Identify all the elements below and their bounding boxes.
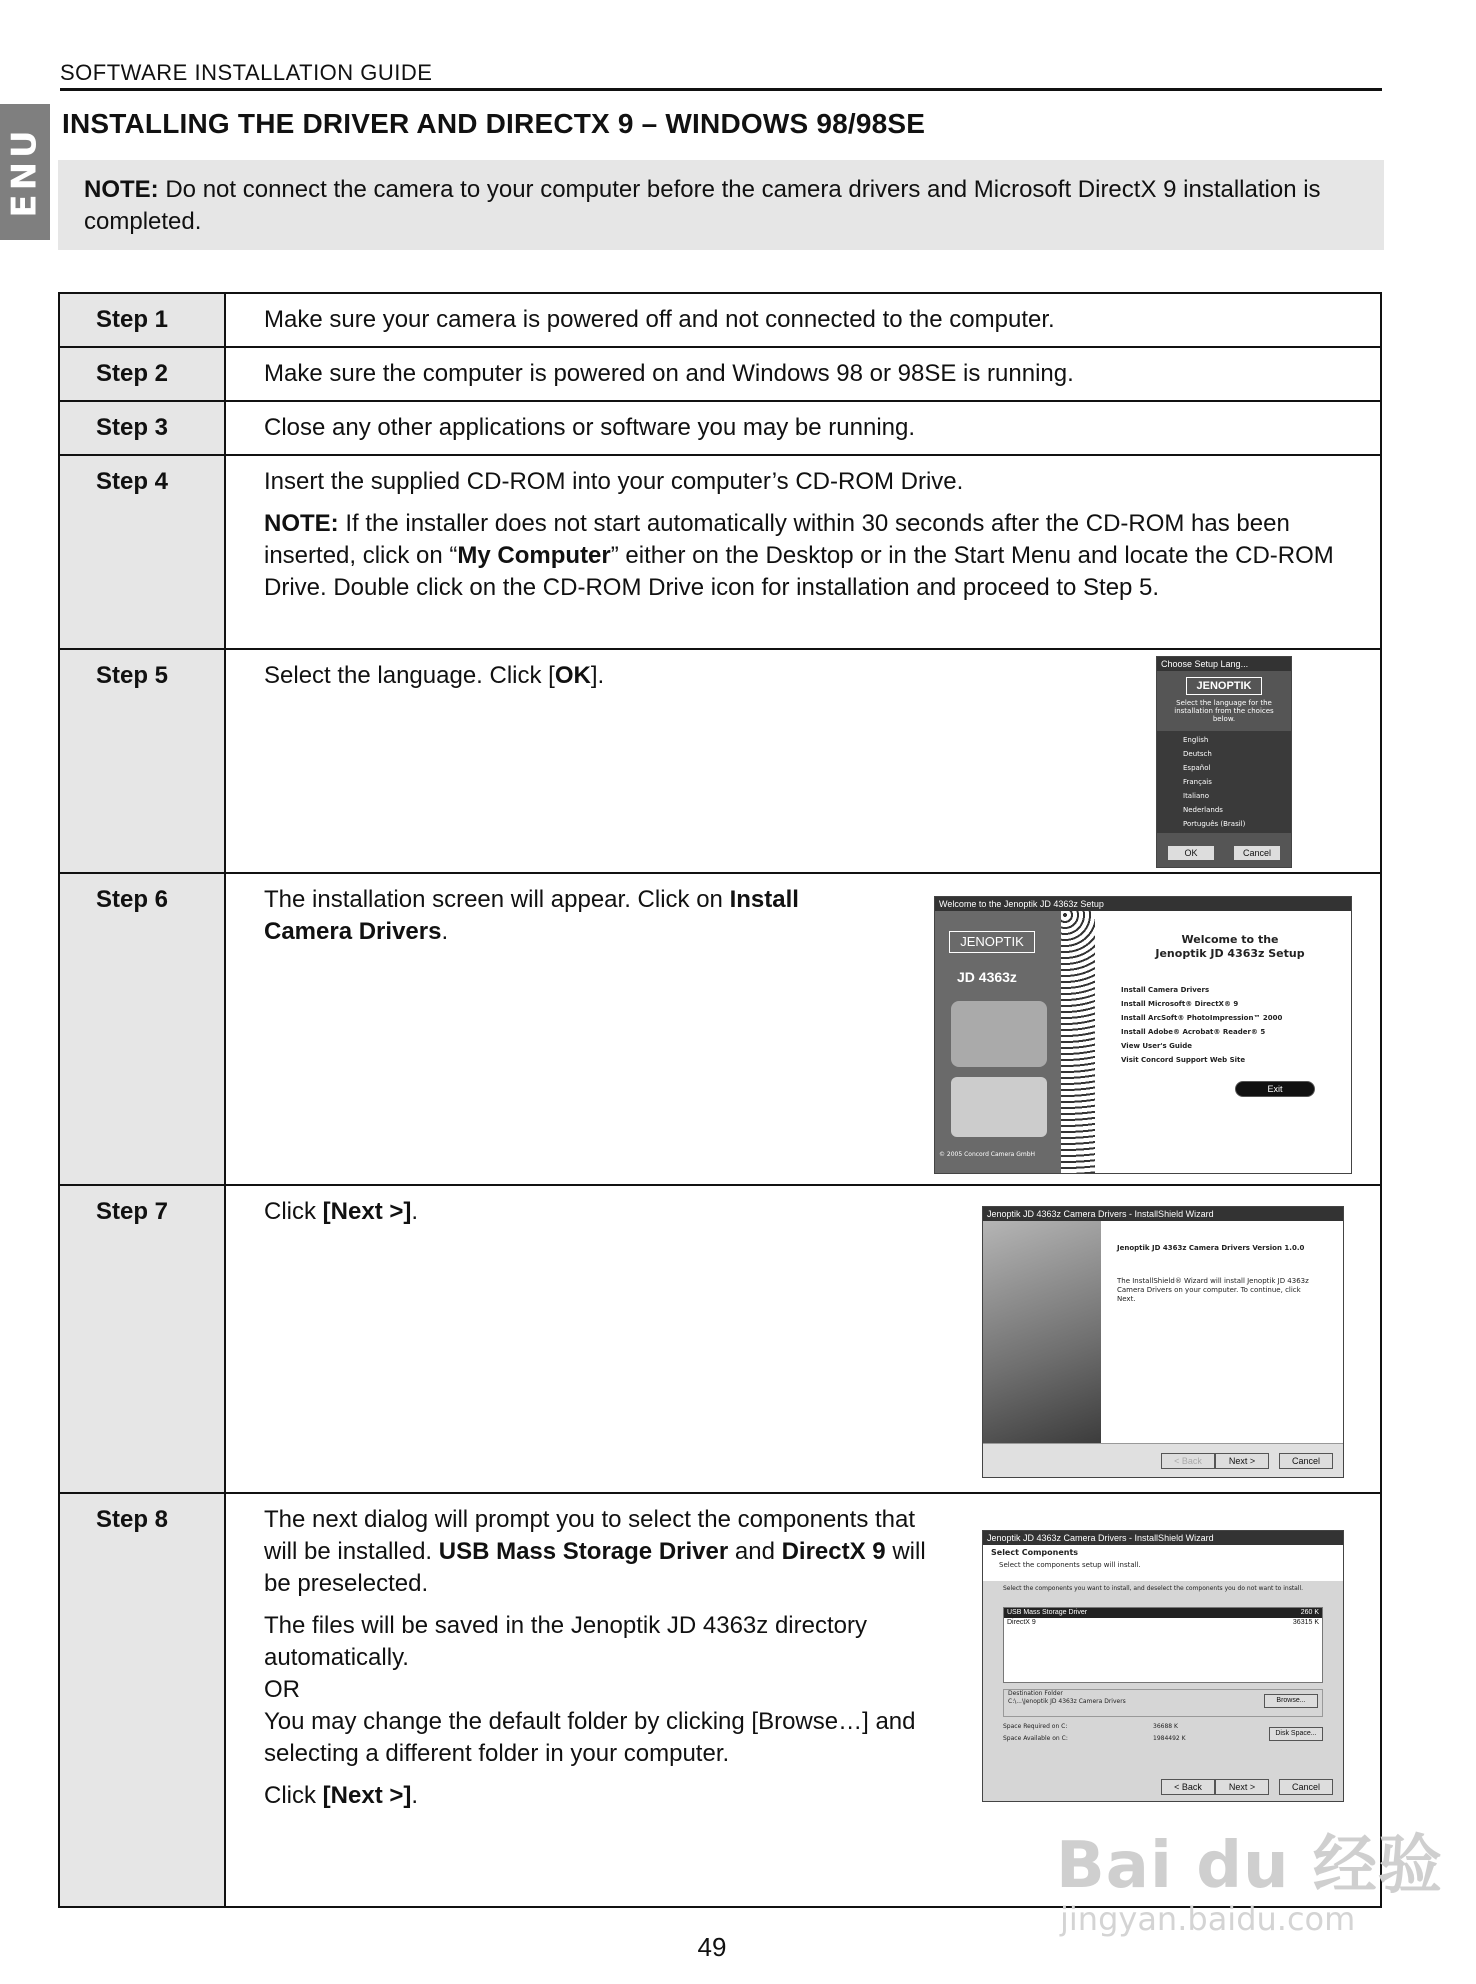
- components-subheading: Select the components setup will install.: [999, 1561, 1141, 1569]
- language-option[interactable]: Nederlands: [1183, 806, 1223, 814]
- step-body: [225, 455, 1381, 649]
- ok-term: OK: [554, 662, 591, 689]
- space-required-label: Space Required on C:: [1003, 1723, 1068, 1730]
- menu-item-support-site[interactable]: Visit Concord Support Web Site: [1121, 1056, 1246, 1064]
- camera-back-photo: [951, 1077, 1047, 1137]
- step-label: Step 2: [59, 347, 225, 401]
- cancel-button[interactable]: Cancel: [1233, 845, 1281, 861]
- back-button[interactable]: < Back: [1161, 1779, 1215, 1795]
- components-list: [1003, 1607, 1323, 1683]
- welcome-setup-screenshot: [934, 896, 1352, 1174]
- menu-item-users-guide[interactable]: View User's Guide: [1121, 1042, 1193, 1050]
- step-row-3: [59, 401, 1381, 455]
- steps-table: [58, 292, 1382, 1908]
- step-row-7: [59, 1185, 1381, 1493]
- step-row-1: [59, 293, 1381, 347]
- cancel-button[interactable]: Cancel: [1279, 1779, 1333, 1795]
- language-option[interactable]: English: [1183, 736, 1209, 744]
- note-text: ” either on the Desktop or in the Start Menu and locate the CD-ROM Drive. Double click on the CD-ROM Drive icon for installation and proceed to Step 5.: [264, 542, 1334, 601]
- step-body: [225, 347, 1381, 401]
- step-label: Step 6: [59, 873, 225, 1185]
- jenoptik-logo: JENOPTIK: [1186, 677, 1262, 695]
- step-8-text: [264, 1504, 944, 1812]
- side-tab-label: ENU: [5, 126, 46, 218]
- menu-item-install-directx[interactable]: Install Microsoft® DirectX® 9: [1121, 1000, 1239, 1008]
- next-term: [Next >]: [322, 1198, 412, 1225]
- component-name: DirectX 9: [1007, 1619, 1036, 1626]
- header-divider: [60, 88, 1382, 91]
- note-prefix: NOTE:: [84, 176, 159, 203]
- step-text-wrap: [264, 884, 884, 948]
- step-text: ].: [590, 662, 605, 689]
- step-4-note: [264, 508, 1366, 604]
- welcome-heading: Welcome to the Jenoptik JD 4363z Setup: [1155, 933, 1305, 960]
- language-option[interactable]: Español: [1183, 764, 1211, 772]
- components-instructions: Select the components you want to install, and deselect the components you do not want to install.: [1003, 1585, 1304, 1592]
- language-option[interactable]: Deutsch: [1183, 750, 1212, 758]
- my-computer-term: My Computer: [457, 542, 611, 569]
- language-option[interactable]: Português (Brasil): [1183, 820, 1246, 828]
- next-button[interactable]: Next >: [1215, 1779, 1269, 1795]
- space-available-label: Space Available on C:: [1003, 1735, 1068, 1742]
- usb-driver-term: USB Mass Storage Driver: [438, 1538, 729, 1565]
- destination-group: [1003, 1689, 1323, 1717]
- step-text: .: [441, 918, 449, 945]
- step-body: [225, 873, 1381, 1185]
- dialog-titlebar: Welcome to the Jenoptik JD 4363z Setup: [935, 897, 1351, 911]
- language-dialog-screenshot: [1156, 656, 1292, 868]
- back-button[interactable]: < Back: [1161, 1453, 1215, 1469]
- welcome-footer: © 2005 Concord Camera GmbH: [939, 1151, 1036, 1158]
- component-size: 36315 K: [1292, 1619, 1319, 1626]
- cancel-button[interactable]: Cancel: [1279, 1453, 1333, 1469]
- step-text: .: [411, 1198, 419, 1225]
- section-title: INSTALLING THE DRIVER AND DIRECTX 9 – WINDOWS 98/98SE: [62, 108, 926, 139]
- menu-item-install-camera-drivers[interactable]: Install Camera Drivers: [1121, 986, 1210, 994]
- browse-button[interactable]: Browse...: [1264, 1694, 1318, 1708]
- language-options: [1157, 731, 1291, 833]
- language-option[interactable]: Français: [1183, 778, 1212, 786]
- language-option[interactable]: Italiano: [1183, 792, 1209, 800]
- step-text: Insert the supplied CD-ROM into your computer’s CD-ROM Drive.: [264, 468, 964, 495]
- components-header: [983, 1545, 1343, 1581]
- space-available-value: 1984492 K: [1153, 1735, 1186, 1742]
- step-label: Step 3: [59, 401, 225, 455]
- baidu-watermark: Bai du 经验: [1056, 1829, 1443, 1903]
- install-camera-drivers-term: Install Camera Drivers: [264, 886, 799, 945]
- step-text: .: [411, 1782, 419, 1809]
- language-prompt: Select the language for the installation from the choices below.: [1174, 699, 1274, 723]
- step-label: Step 8: [59, 1493, 225, 1907]
- step-text: The files will be saved in the Jenoptik JD 4363z directory automatically.: [264, 1612, 867, 1671]
- step-body: [225, 1185, 1381, 1493]
- step-label: Step 5: [59, 649, 225, 873]
- step-label: Step 7: [59, 1185, 225, 1493]
- step-text: and: [728, 1538, 782, 1565]
- wizard-graphic: [983, 1221, 1101, 1443]
- ok-button[interactable]: OK: [1167, 845, 1215, 861]
- step-text: The installation screen will appear. Click on: [264, 886, 730, 913]
- component-size: 260 K: [1300, 1609, 1319, 1616]
- wizard-body: The InstallShield® Wizard will install Jenoptik JD 4363z Camera Drivers on your computer. To continue, click Next.: [1117, 1277, 1309, 1303]
- destination-label: Destination Folder: [1008, 1690, 1063, 1697]
- step-text: Click: [264, 1782, 323, 1809]
- menu-item-install-photoimpression[interactable]: Install ArcSoft® PhotoImpression™ 2000: [1121, 1014, 1283, 1022]
- select-components-screenshot: [982, 1530, 1344, 1802]
- components-heading: Select Components: [991, 1548, 1079, 1557]
- step-8-paragraph: [264, 1504, 944, 1600]
- note-text: Do not connect the camera to your computer before the camera drivers and Microsoft DirectX 9 installation is completed.: [84, 176, 1321, 235]
- destination-path: C:\...\Jenoptik JD 4363z Camera Drivers: [1008, 1698, 1126, 1705]
- step-row-4: [59, 455, 1381, 649]
- step-text: Make sure the computer is powered on and Windows 98 or 98SE is running.: [264, 360, 1074, 387]
- step-text: The next dialog will prompt you to select the components that will be installed.: [264, 1506, 916, 1565]
- top-note: [58, 160, 1384, 250]
- welcome-menu: [1121, 983, 1341, 1067]
- model-name: JD 4363z: [957, 969, 1017, 985]
- note-text: If the installer does not start automatically within 30 seconds after the CD-ROM has been inserted, click on “: [264, 510, 1290, 569]
- baidu-watermark-url: jingyan.baidu.com: [1060, 1900, 1356, 1938]
- step-8-paragraph: [264, 1610, 944, 1770]
- next-term: [Next >]: [322, 1782, 412, 1809]
- step-row-5: [59, 649, 1381, 873]
- language-side-tab: [0, 104, 50, 240]
- dialog-titlebar: Jenoptik JD 4363z Camera Drivers - InstallShield Wizard: [983, 1207, 1343, 1221]
- step-body: [225, 401, 1381, 455]
- step-body: [225, 293, 1381, 347]
- component-row[interactable]: [1004, 1608, 1322, 1618]
- step-text: You may change the default folder by clicking [Browse…] and selecting a different folder in your computer.: [264, 1708, 916, 1767]
- disk-space-button[interactable]: Disk Space...: [1269, 1727, 1323, 1741]
- dialog-titlebar: Jenoptik JD 4363z Camera Drivers - InstallShield Wizard: [983, 1531, 1343, 1545]
- step-8-paragraph: [264, 1780, 944, 1812]
- dialog-titlebar: Choose Setup Lang...: [1157, 657, 1291, 671]
- step-body: [225, 649, 1381, 873]
- step-row-6: [59, 873, 1381, 1185]
- step-text: Select the language. Click [: [264, 662, 555, 689]
- exit-button[interactable]: Exit: [1235, 1081, 1315, 1097]
- step-label: Step 1: [59, 293, 225, 347]
- guide-header-label: SOFTWARE INSTALLATION GUIDE: [60, 60, 433, 85]
- installshield-wizard-screenshot: [982, 1206, 1344, 1478]
- wizard-heading: Jenoptik JD 4363z Camera Drivers Version 1.0.0: [1117, 1244, 1305, 1252]
- step-text: Make sure your camera is powered off and not connected to the computer.: [264, 306, 1055, 333]
- jenoptik-logo: JENOPTIK: [949, 931, 1035, 953]
- step-text: OR: [264, 1676, 300, 1703]
- step-text: Click: [264, 1198, 323, 1225]
- step-text: Close any other applications or software you may be running.: [264, 414, 916, 441]
- step-text: will be preselected.: [264, 1538, 926, 1597]
- space-info: [1003, 1721, 1323, 1749]
- directx-term: DirectX 9: [781, 1538, 886, 1565]
- component-name: USB Mass Storage Driver: [1007, 1609, 1088, 1616]
- page-number: 49: [697, 1932, 727, 1962]
- next-button[interactable]: Next >: [1215, 1453, 1269, 1469]
- note-prefix: NOTE:: [264, 510, 339, 537]
- dot-pattern: [1061, 911, 1095, 1173]
- component-row[interactable]: [1004, 1618, 1322, 1628]
- space-required-value: 36688 K: [1153, 1723, 1178, 1730]
- camera-photo: [951, 1001, 1047, 1067]
- menu-item-install-acrobat[interactable]: Install Adobe® Acrobat® Reader® 5: [1121, 1028, 1266, 1036]
- step-label: Step 4: [59, 455, 225, 649]
- step-row-2: [59, 347, 1381, 401]
